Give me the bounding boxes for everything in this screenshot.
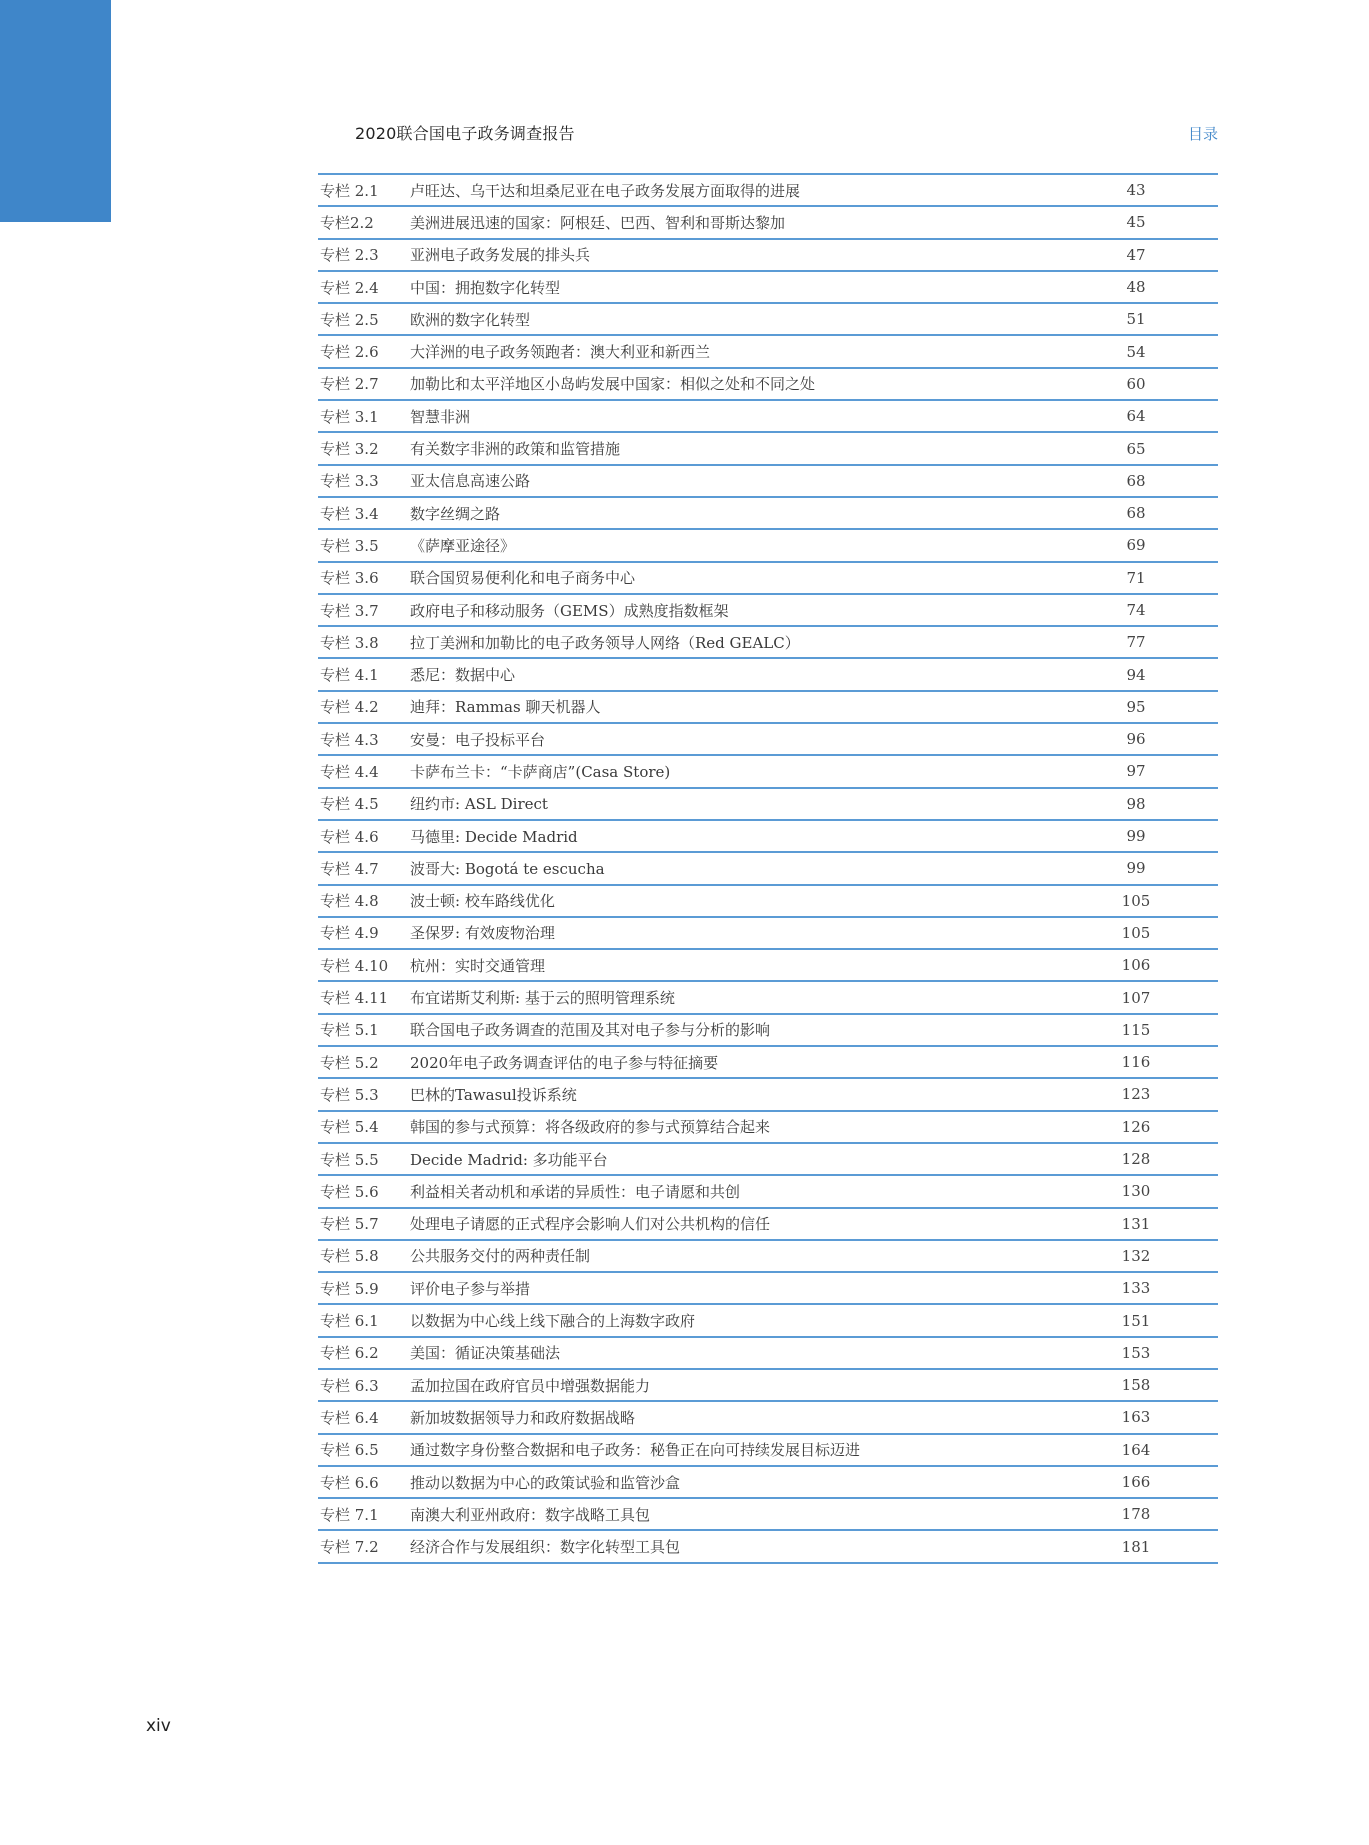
box-number: 专栏 4.7 xyxy=(320,859,379,878)
box-title: 以数据为中心线上线下融合的上海数字政府 xyxy=(410,1312,696,1331)
box-page-number: 95 xyxy=(1126,697,1146,716)
box-number: 专栏 5.7 xyxy=(320,1215,379,1234)
box-page-number: 74 xyxy=(1126,601,1146,619)
toc-row[interactable] xyxy=(318,821,1218,853)
box-title: 波哥大: Bogotá te escucha xyxy=(410,859,605,878)
box-number: 专栏 2.1 xyxy=(320,181,379,200)
toc-row[interactable] xyxy=(318,1176,1218,1208)
box-page-number: 164 xyxy=(1121,1440,1151,1459)
toc-row[interactable] xyxy=(318,207,1218,239)
toc-row[interactable] xyxy=(318,175,1218,207)
toc-row[interactable] xyxy=(318,498,1218,530)
box-title: 评价电子参与举措 xyxy=(410,1279,531,1298)
box-page-number: 96 xyxy=(1126,730,1146,749)
box-number: 专栏 4.9 xyxy=(320,924,379,943)
box-page-number: 51 xyxy=(1126,310,1146,329)
box-page-number: 153 xyxy=(1121,1343,1151,1362)
box-title: 政府电子和移动服务（GEMS）成熟度指数框架 xyxy=(410,601,729,620)
box-number: 专栏 6.3 xyxy=(320,1376,379,1395)
box-title: 杭州：实时交通管理 xyxy=(410,956,546,975)
box-page-number: 132 xyxy=(1121,1246,1151,1265)
box-page-number: 77 xyxy=(1126,633,1146,652)
toc-row[interactable] xyxy=(318,1531,1218,1563)
toc-row[interactable] xyxy=(318,659,1218,691)
box-page-number: 158 xyxy=(1121,1376,1151,1395)
box-title: 2020年电子政务调查评估的电子参与特征摘要 xyxy=(410,1053,719,1072)
toc-row[interactable] xyxy=(318,1370,1218,1402)
box-title: 加勒比和太平洋地区小岛屿发展中国家：相似之处和不同之处 xyxy=(410,375,816,394)
box-number: 专栏 2.7 xyxy=(320,375,379,394)
box-number: 专栏 7.1 xyxy=(320,1505,379,1524)
box-number: 专栏 5.2 xyxy=(320,1053,379,1072)
box-title: 智慧非洲 xyxy=(410,407,471,426)
box-page-number: 106 xyxy=(1121,956,1151,975)
box-number: 专栏 5.8 xyxy=(320,1247,379,1266)
box-title: 大洋洲的电子政务领跑者：澳大利亚和新西兰 xyxy=(410,343,711,362)
box-number: 专栏 3.5 xyxy=(320,536,379,555)
box-page-number: 105 xyxy=(1121,923,1151,942)
box-page-number: 71 xyxy=(1126,568,1146,587)
corner-color-block xyxy=(0,0,111,222)
box-title: 南澳大利亚州政府：数字战略工具包 xyxy=(410,1505,651,1524)
toc-row[interactable] xyxy=(318,433,1218,465)
box-number: 专栏 3.8 xyxy=(320,633,379,652)
box-page-number: 123 xyxy=(1121,1085,1151,1104)
box-number: 专栏 4.10 xyxy=(320,956,389,975)
toc-row[interactable] xyxy=(318,950,1218,982)
box-title: 圣保罗: 有效废物治理 xyxy=(410,924,555,943)
box-number: 专栏 3.1 xyxy=(320,407,379,426)
box-page-number: 65 xyxy=(1126,439,1146,458)
box-title: 卡萨布兰卡：“卡萨商店”(Casa Store) xyxy=(410,762,671,781)
box-page-number: 47 xyxy=(1126,245,1146,264)
box-page-number: 181 xyxy=(1121,1537,1151,1556)
toc-row[interactable] xyxy=(318,1499,1218,1531)
box-number: 专栏 3.4 xyxy=(320,504,379,523)
box-title: 布宜诺斯艾利斯: 基于云的照明管理系统 xyxy=(410,989,675,1008)
page-number: xiv xyxy=(146,1716,171,1736)
box-title: 美国：循证决策基础法 xyxy=(410,1344,561,1363)
box-title: 马德里: Decide Madrid xyxy=(410,827,578,846)
toc-row[interactable] xyxy=(318,789,1218,821)
box-title: 悉尼：数据中心 xyxy=(410,666,516,685)
toc-row[interactable] xyxy=(318,1435,1218,1467)
box-page-number: 98 xyxy=(1126,794,1146,813)
box-page-number: 105 xyxy=(1121,891,1151,910)
box-title: 利益相关者动机和承诺的异质性：电子请愿和共创 xyxy=(410,1182,741,1201)
box-number: 专栏 4.11 xyxy=(320,989,389,1008)
toc-row[interactable] xyxy=(318,724,1218,756)
report-title: 2020联合国电子政务调查报告 xyxy=(355,124,575,143)
box-page-number: 107 xyxy=(1121,988,1151,1007)
toc-row[interactable] xyxy=(318,1047,1218,1079)
toc-row[interactable] xyxy=(318,756,1218,788)
box-number: 专栏 5.4 xyxy=(320,1118,379,1137)
box-page-number: 151 xyxy=(1121,1311,1151,1330)
toc-row[interactable] xyxy=(318,982,1218,1014)
box-page-number: 166 xyxy=(1121,1473,1151,1492)
box-page-number: 133 xyxy=(1121,1279,1151,1298)
box-title: 欧洲的数字化转型 xyxy=(410,310,531,329)
box-title: 安曼：电子投标平台 xyxy=(410,730,546,749)
box-page-number: 45 xyxy=(1126,213,1146,232)
toc-row[interactable] xyxy=(318,1402,1218,1434)
box-number: 专栏 6.1 xyxy=(320,1312,379,1331)
box-number: 专栏 2.6 xyxy=(320,343,379,362)
box-page-number: 99 xyxy=(1126,827,1146,846)
box-number: 专栏 3.3 xyxy=(320,472,379,491)
toc-row[interactable] xyxy=(318,886,1218,918)
box-page-number: 94 xyxy=(1126,665,1146,684)
toc-row[interactable] xyxy=(318,1079,1218,1111)
box-page-number: 69 xyxy=(1126,536,1146,555)
box-number: 专栏 2.3 xyxy=(320,246,379,265)
box-title: 《萨摩亚途径》 xyxy=(410,536,516,555)
box-page-number: 131 xyxy=(1121,1214,1151,1233)
box-title: 推动以数据为中心的政策试验和监管沙盒 xyxy=(410,1473,681,1492)
box-title: 拉丁美洲和加勒比的电子政务领导人网络（Red GEALC） xyxy=(410,633,800,652)
box-number: 专栏 5.5 xyxy=(320,1150,379,1169)
toc-row[interactable] xyxy=(318,853,1218,885)
box-page-number: 115 xyxy=(1121,1020,1151,1039)
box-title: 美洲进展迅速的国家：阿根廷、巴西、智利和哥斯达黎加 xyxy=(410,213,786,232)
toc-row[interactable] xyxy=(318,1209,1218,1241)
box-page-number: 54 xyxy=(1126,342,1146,361)
box-number: 专栏 4.6 xyxy=(320,827,379,846)
toc-row[interactable] xyxy=(318,336,1218,368)
box-page-number: 48 xyxy=(1126,278,1146,297)
box-title: 数字丝绸之路 xyxy=(410,504,501,523)
box-title: 处理电子请愿的正式程序会影响人们对公共机构的信任 xyxy=(410,1215,771,1234)
box-number: 专栏 5.9 xyxy=(320,1279,379,1298)
box-number: 专栏 5.3 xyxy=(320,1085,379,1104)
box-page-number: 99 xyxy=(1126,859,1146,878)
box-number: 专栏 6.5 xyxy=(320,1441,379,1460)
box-number: 专栏 4.2 xyxy=(320,698,379,717)
box-number: 专栏 4.1 xyxy=(320,666,379,685)
box-page-number: 97 xyxy=(1126,762,1146,781)
box-page-number: 163 xyxy=(1121,1408,1151,1427)
box-number: 专栏 3.6 xyxy=(320,569,379,588)
box-page-number: 128 xyxy=(1121,1150,1151,1169)
box-number: 专栏 5.6 xyxy=(320,1182,379,1201)
box-title: 卢旺达、乌干达和坦桑尼亚在电子政务发展方面取得的进展 xyxy=(410,181,801,200)
box-page-number: 68 xyxy=(1126,471,1146,490)
box-page-number: 178 xyxy=(1121,1505,1151,1524)
box-title: 迪拜：Rammas 聊天机器人 xyxy=(410,698,601,717)
toc-row[interactable] xyxy=(318,369,1218,401)
toc-row[interactable] xyxy=(318,240,1218,272)
toc-row[interactable] xyxy=(318,1273,1218,1305)
toc-row[interactable] xyxy=(318,1112,1218,1144)
toc-row[interactable] xyxy=(318,1241,1218,1273)
box-number: 专栏 2.4 xyxy=(320,278,379,297)
toc-row[interactable] xyxy=(318,692,1218,724)
box-page-number: 130 xyxy=(1121,1182,1151,1201)
toc-row[interactable] xyxy=(318,563,1218,595)
toc-row[interactable] xyxy=(318,1015,1218,1047)
box-title: 有关数字非洲的政策和监管措施 xyxy=(410,440,621,459)
box-page-number: 126 xyxy=(1121,1117,1151,1136)
box-number: 专栏 4.8 xyxy=(320,892,379,911)
toc-row[interactable] xyxy=(318,530,1218,562)
box-title: 纽约市: ASL Direct xyxy=(410,795,548,814)
toc-row[interactable] xyxy=(318,304,1218,336)
box-title: 联合国贸易便利化和电子商务中心 xyxy=(410,569,636,588)
box-number: 专栏 4.4 xyxy=(320,762,379,781)
box-page-number: 68 xyxy=(1126,504,1146,523)
toc-link[interactable]: 目录 xyxy=(1187,125,1218,143)
box-title: 中国：拥抱数字化转型 xyxy=(410,278,561,297)
box-number: 专栏 5.1 xyxy=(320,1021,379,1040)
box-page-number: 43 xyxy=(1126,181,1146,200)
toc-row[interactable] xyxy=(318,1338,1218,1370)
box-number: 专栏 3.2 xyxy=(320,440,379,459)
box-list xyxy=(318,173,1218,1564)
toc-row[interactable] xyxy=(318,466,1218,498)
box-title: Decide Madrid: 多功能平台 xyxy=(410,1150,608,1169)
toc-row[interactable] xyxy=(318,1305,1218,1337)
toc-row[interactable] xyxy=(318,1467,1218,1499)
box-title: 巴林的Tawasul投诉系统 xyxy=(410,1085,577,1104)
box-page-number: 64 xyxy=(1126,407,1146,426)
box-title: 亚洲电子政务发展的排头兵 xyxy=(410,246,591,265)
box-page-number: 60 xyxy=(1126,374,1146,393)
box-number: 专栏 4.5 xyxy=(320,795,379,814)
box-number: 专栏 6.2 xyxy=(320,1344,379,1363)
toc-row[interactable] xyxy=(318,595,1218,627)
box-number: 专栏 3.7 xyxy=(320,601,379,620)
toc-row[interactable] xyxy=(318,627,1218,659)
box-title: 波士顿: 校车路线优化 xyxy=(410,892,555,911)
box-title: 联合国电子政务调查的范围及其对电子参与分析的影响 xyxy=(410,1021,771,1040)
box-title: 公共服务交付的两种责任制 xyxy=(410,1247,591,1266)
box-title: 孟加拉国在政府官员中增强数据能力 xyxy=(410,1376,651,1395)
toc-row[interactable] xyxy=(318,272,1218,304)
box-title: 经济合作与发展组织：数字化转型工具包 xyxy=(410,1538,681,1557)
box-number: 专栏 6.6 xyxy=(320,1473,379,1492)
box-number: 专栏 7.2 xyxy=(320,1538,379,1557)
toc-row[interactable] xyxy=(318,1144,1218,1176)
box-title: 新加坡数据领导力和政府数据战略 xyxy=(410,1408,636,1427)
box-title: 亚太信息高速公路 xyxy=(410,472,531,491)
box-number: 专栏2.2 xyxy=(320,213,374,232)
toc-row[interactable] xyxy=(318,401,1218,433)
box-number: 专栏 4.3 xyxy=(320,730,379,749)
toc-row[interactable] xyxy=(318,918,1218,950)
box-page-number: 116 xyxy=(1121,1053,1151,1072)
box-title: 通过数字身份整合数据和电子政务：秘鲁正在向可持续发展目标迈进 xyxy=(410,1441,861,1460)
box-number: 专栏 6.4 xyxy=(320,1408,379,1427)
box-title: 韩国的参与式预算：将各级政府的参与式预算结合起来 xyxy=(410,1118,771,1137)
box-number: 专栏 2.5 xyxy=(320,310,379,329)
